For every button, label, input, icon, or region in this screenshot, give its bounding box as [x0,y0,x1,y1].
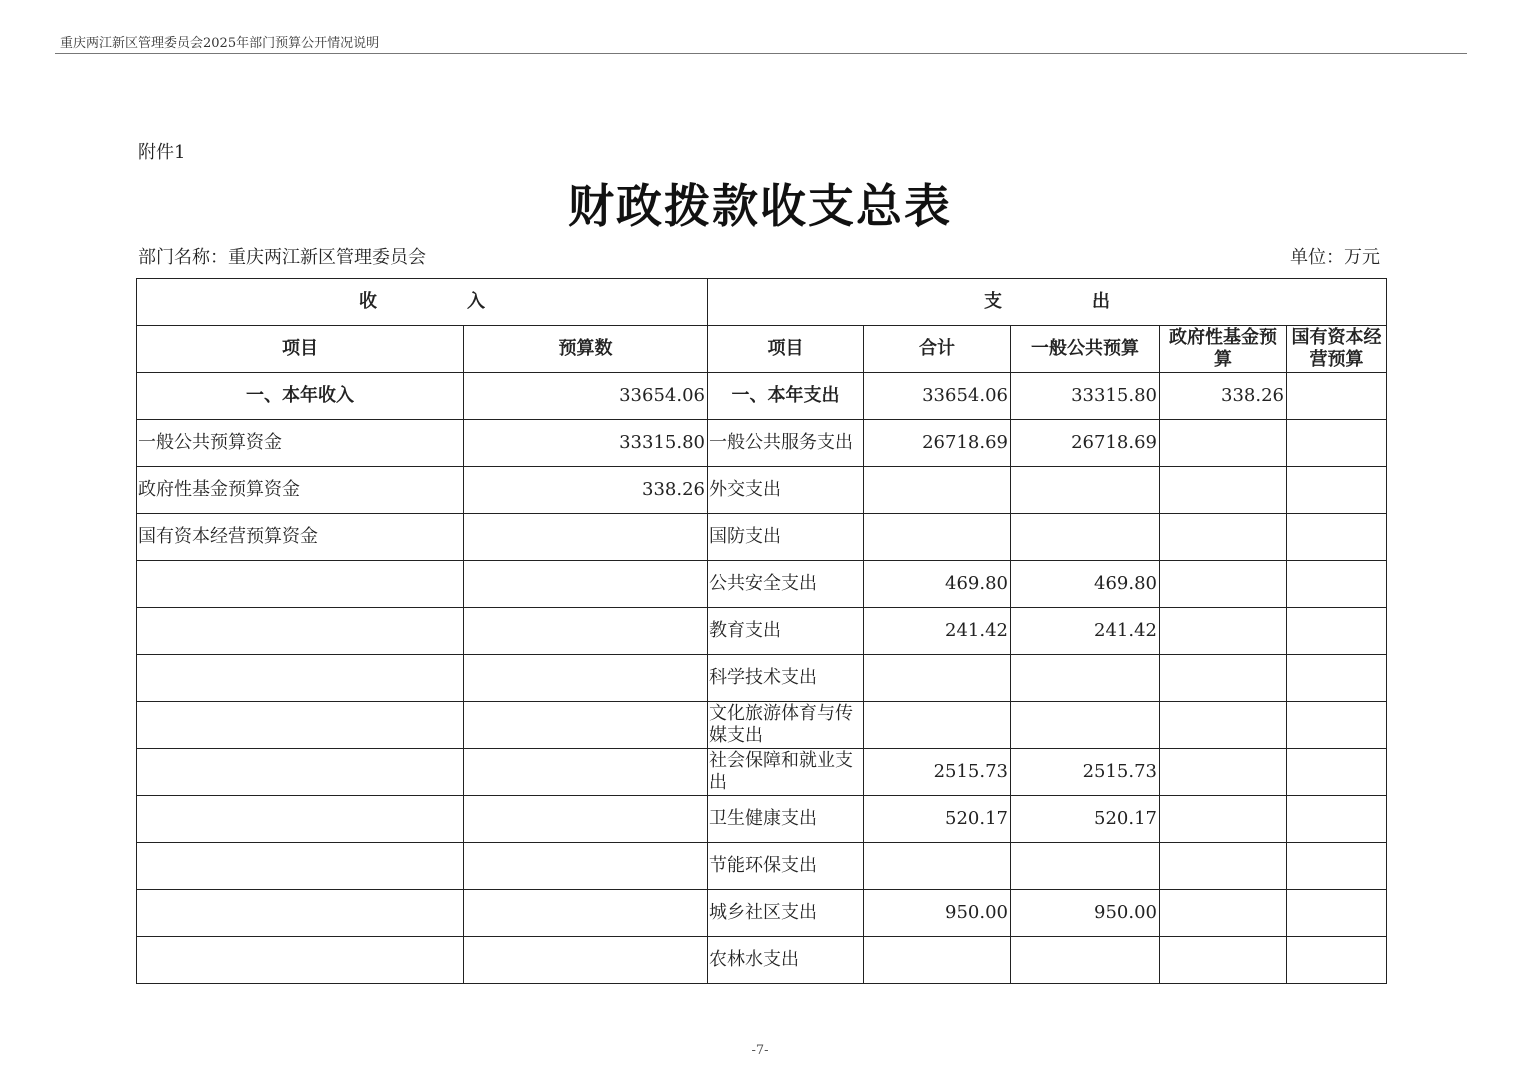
total-cell: 2515.73 [864,749,1011,796]
col-header-total: 合计 [864,326,1011,373]
general-budget-cell [1011,702,1160,749]
state-capital-cell [1287,796,1387,843]
col-header-income-budget: 预算数 [464,326,708,373]
gov-fund-cell [1160,467,1287,514]
state-capital-cell [1287,561,1387,608]
col-header-income-item: 项目 [137,326,464,373]
section-header-row [137,279,1387,326]
gov-fund-cell: 338.26 [1160,373,1287,420]
income-item-cell [137,561,464,608]
gov-fund-cell [1160,796,1287,843]
table-row [137,937,1387,984]
income-item-cell: 政府性基金预算资金 [137,467,464,514]
column-header-row [137,326,1387,373]
income-amount-cell [464,608,708,655]
income-amount-cell [464,702,708,749]
budget-table [136,278,1387,984]
income-item-cell [137,796,464,843]
total-cell: 26718.69 [864,420,1011,467]
income-amount-cell: 33654.06 [464,373,708,420]
income-amount-cell [464,655,708,702]
table-row [137,702,1387,749]
expense-item-cell: 农林水支出 [708,937,864,984]
income-amount-cell: 338.26 [464,467,708,514]
page-title: 财政拨款收支总表 [568,179,952,233]
state-capital-cell [1287,373,1387,420]
expense-item-cell: 外交支出 [708,467,864,514]
state-capital-cell [1287,702,1387,749]
unit-label: 单位：万元 [1290,247,1380,268]
income-item-cell [137,655,464,702]
expense-section-header: 支 出 [708,279,1387,326]
expense-item-cell: 文化旅游体育与传媒支出 [708,702,864,749]
income-amount-cell [464,561,708,608]
table-row [137,467,1387,514]
income-amount-cell [464,796,708,843]
gov-fund-cell [1160,655,1287,702]
state-capital-cell [1287,467,1387,514]
table-row [137,796,1387,843]
income-item-cell: 一般公共预算资金 [137,420,464,467]
total-cell [864,843,1011,890]
general-budget-cell [1011,937,1160,984]
total-cell [864,702,1011,749]
income-amount-cell [464,937,708,984]
expense-item-cell: 科学技术支出 [708,655,864,702]
gov-fund-cell [1160,749,1287,796]
gov-fund-cell [1160,420,1287,467]
gov-fund-cell [1160,937,1287,984]
expense-item-cell: 节能环保支出 [708,843,864,890]
department-name: 部门名称：重庆两江新区管理委员会 [138,247,426,268]
income-item-cell [137,749,464,796]
general-budget-cell: 520.17 [1011,796,1160,843]
general-budget-cell [1011,843,1160,890]
expense-item-cell: 一般公共服务支出 [708,420,864,467]
gov-fund-cell [1160,890,1287,937]
attachment-label: 附件1 [138,142,186,163]
table-row [137,561,1387,608]
expense-item-cell: 社会保障和就业支出 [708,749,864,796]
general-budget-cell: 469.80 [1011,561,1160,608]
income-item-cell [137,608,464,655]
expense-item-cell: 卫生健康支出 [708,796,864,843]
state-capital-cell [1287,608,1387,655]
state-capital-cell [1287,843,1387,890]
gov-fund-cell [1160,561,1287,608]
income-amount-cell [464,890,708,937]
gov-fund-cell [1160,608,1287,655]
table-row [137,843,1387,890]
expense-item-cell: 公共安全支出 [708,561,864,608]
income-amount-cell [464,749,708,796]
state-capital-cell [1287,937,1387,984]
col-header-state-capital-budget: 国有资本经营预算 [1287,326,1387,373]
expense-item-cell: 城乡社区支出 [708,890,864,937]
table-row [137,420,1387,467]
total-cell: 469.80 [864,561,1011,608]
general-budget-cell: 241.42 [1011,608,1160,655]
income-item-cell [137,937,464,984]
expense-item-cell: 教育支出 [708,608,864,655]
income-section-header: 收 入 [137,279,708,326]
income-item-cell [137,702,464,749]
general-budget-cell: 2515.73 [1011,749,1160,796]
state-capital-cell [1287,749,1387,796]
col-header-expense-item: 项目 [708,326,864,373]
table-row [137,749,1387,796]
income-item-cell: 一、本年收入 [137,373,464,420]
general-budget-cell: 33315.80 [1011,373,1160,420]
header-rule [55,53,1467,54]
gov-fund-cell [1160,843,1287,890]
expense-item-cell: 一、本年支出 [708,373,864,420]
general-budget-cell: 950.00 [1011,890,1160,937]
total-cell: 33654.06 [864,373,1011,420]
gov-fund-cell [1160,702,1287,749]
total-cell: 241.42 [864,608,1011,655]
general-budget-cell: 26718.69 [1011,420,1160,467]
general-budget-cell [1011,514,1160,561]
total-cell: 950.00 [864,890,1011,937]
table-row [137,608,1387,655]
total-cell [864,937,1011,984]
total-cell [864,467,1011,514]
general-budget-cell [1011,655,1160,702]
page-number: -7- [751,1043,769,1058]
state-capital-cell [1287,514,1387,561]
income-amount-cell [464,514,708,561]
table-row [137,373,1387,420]
state-capital-cell [1287,890,1387,937]
income-amount-cell [464,843,708,890]
general-budget-cell [1011,467,1160,514]
income-item-cell [137,843,464,890]
table-row [137,655,1387,702]
col-header-general-budget: 一般公共预算 [1011,326,1160,373]
income-amount-cell: 33315.80 [464,420,708,467]
running-header: 重庆两江新区管理委员会2025年部门预算公开情况说明 [60,36,380,51]
income-item-cell [137,890,464,937]
table-row [137,890,1387,937]
col-header-gov-fund-budget: 政府性基金预算 [1160,326,1287,373]
state-capital-cell [1287,420,1387,467]
table-row [137,514,1387,561]
income-item-cell: 国有资本经营预算资金 [137,514,464,561]
total-cell: 520.17 [864,796,1011,843]
expense-item-cell: 国防支出 [708,514,864,561]
total-cell [864,514,1011,561]
total-cell [864,655,1011,702]
state-capital-cell [1287,655,1387,702]
gov-fund-cell [1160,514,1287,561]
